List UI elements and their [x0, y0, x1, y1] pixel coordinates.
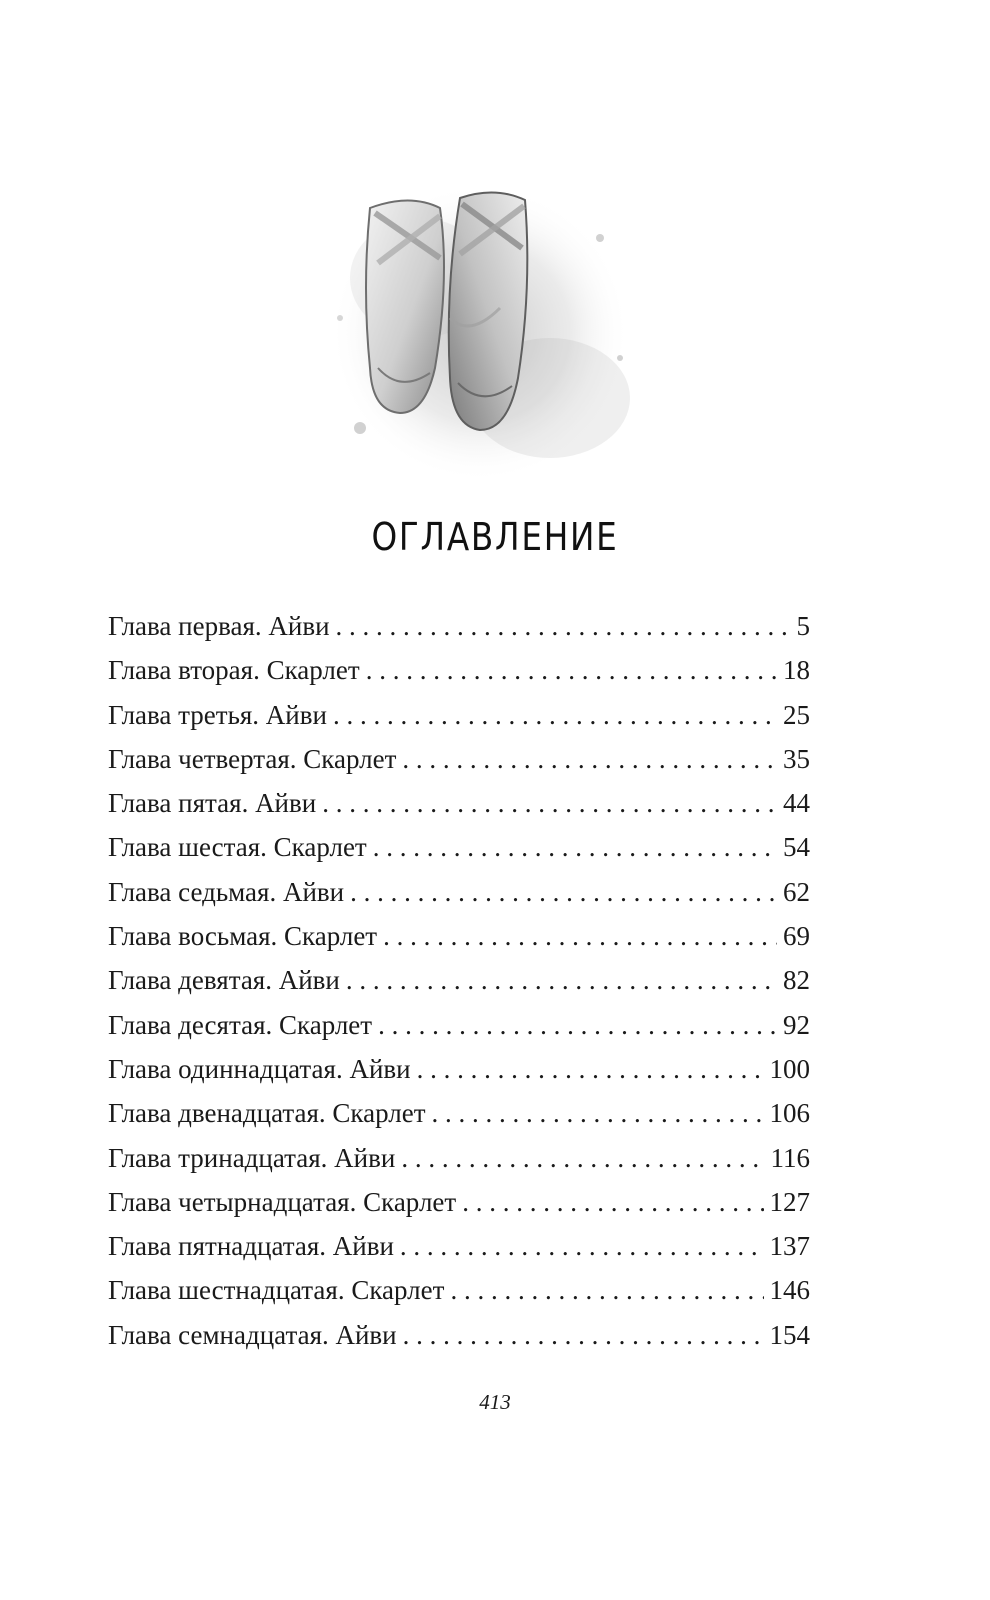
toc-entry-title: Глава пятая. Айви [108, 788, 317, 819]
toc-entry [108, 604, 810, 648]
toc-entry-title: Глава шестнадцатая. Скарлет [108, 1275, 445, 1306]
toc-entry-page: 44 [783, 788, 810, 819]
toc-entry-page: 127 [769, 1186, 810, 1217]
toc-entry-title: Глава первая. Айви [108, 611, 330, 641]
toc-entry-page: 116 [770, 1142, 810, 1173]
dot-leader [417, 1047, 764, 1091]
dot-leader [378, 1003, 777, 1047]
dot-leader [400, 1224, 764, 1268]
toc-entry-page: 154 [769, 1319, 810, 1350]
toc-entry [108, 737, 810, 781]
dot-leader [336, 604, 791, 648]
toc-entry [108, 1224, 810, 1268]
toc-entry-page: 137 [769, 1231, 810, 1262]
dot-leader [403, 1313, 764, 1357]
ballet-pointe-shoes-icon [300, 168, 660, 498]
dot-leader [350, 870, 777, 914]
toc-entry-page: 35 [783, 743, 810, 774]
dot-leader [373, 825, 777, 869]
dot-leader [432, 1091, 764, 1135]
toc-entry-title: Глава тринадцатая. Айви [108, 1142, 396, 1173]
toc-entry-page: 5 [796, 611, 810, 641]
toc-entry-page: 54 [783, 832, 810, 863]
toc-entry [108, 693, 810, 737]
toc-entry [108, 1091, 810, 1135]
toc-entry [108, 914, 810, 958]
toc-entry [108, 958, 810, 1002]
toc-entry-title: Глава семнадцатая. Айви [108, 1319, 397, 1350]
page-number: 413 [479, 1390, 511, 1414]
toc-entry-page: 106 [769, 1098, 810, 1129]
toc-entry-title: Глава пятнадцатая. Айви [108, 1231, 394, 1262]
toc-entry-title: Глава девятая. Айви [108, 965, 340, 996]
toc-entry-title: Глава четырнадцатая. Скарлет [108, 1186, 457, 1217]
toc-entry [108, 1313, 810, 1357]
toc-entry-page: 82 [783, 965, 810, 996]
toc-entry [108, 781, 810, 825]
dot-leader [401, 1136, 764, 1180]
dot-leader [333, 693, 777, 737]
toc-entry [108, 1180, 810, 1224]
toc-entry-page: 25 [783, 699, 810, 730]
toc-entry [108, 1136, 810, 1180]
toc-entry-page: 146 [769, 1275, 810, 1306]
toc-entry [108, 648, 810, 692]
dot-leader [322, 781, 777, 825]
page-title: ОГЛАВЛЕНИЕ [371, 515, 619, 559]
dot-leader [450, 1268, 763, 1312]
toc-entry [108, 1003, 810, 1047]
toc-entry [108, 1047, 810, 1091]
toc-entry-page: 92 [783, 1009, 810, 1040]
toc-entry-title: Глава шестая. Скарлет [108, 832, 367, 863]
toc-entry-title: Глава двенадцатая. Скарлет [108, 1098, 426, 1129]
toc-entry [108, 1268, 810, 1312]
toc-entry-title: Глава восьмая. Скарлет [108, 921, 378, 952]
dot-leader [346, 958, 777, 1002]
toc-entry-title: Глава третья. Айви [108, 699, 327, 730]
table-of-contents [108, 604, 810, 1357]
toc-entry-title: Глава четвертая. Скарлет [108, 743, 397, 774]
toc-entry-page: 62 [783, 876, 810, 907]
toc-entry [108, 870, 810, 914]
toc-entry-title: Глава одиннадцатая. Айви [108, 1053, 411, 1084]
toc-entry-page: 100 [769, 1053, 810, 1084]
dot-leader [366, 648, 777, 692]
toc-entry-title: Глава вторая. Скарлет [108, 655, 360, 686]
toc-entry-page: 18 [783, 655, 810, 686]
dot-leader [402, 737, 777, 781]
toc-entry-title: Глава седьмая. Айви [108, 876, 345, 907]
dot-leader [462, 1180, 763, 1224]
toc-entry [108, 825, 810, 869]
toc-entry-page: 69 [783, 921, 810, 952]
toc-entry-title: Глава десятая. Скарлет [108, 1009, 373, 1040]
dot-leader [383, 914, 777, 958]
